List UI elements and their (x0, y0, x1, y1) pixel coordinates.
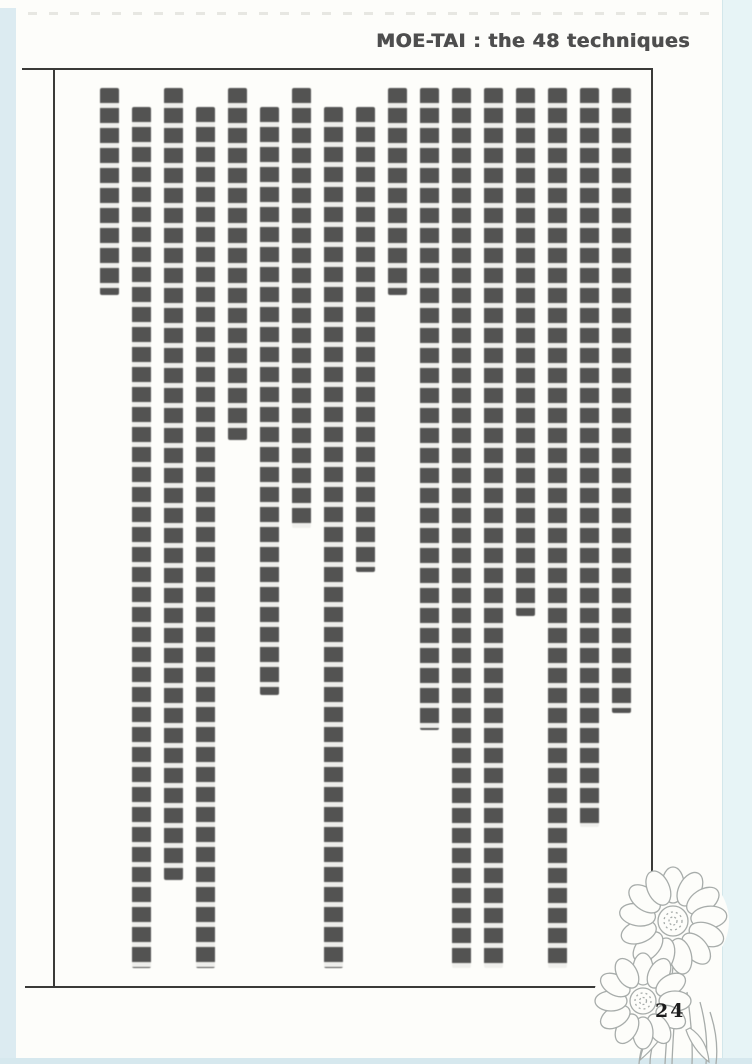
text-column-redacted (484, 88, 503, 968)
text-column-redacted (356, 107, 375, 572)
text-column-redacted (196, 107, 215, 968)
text-column-redacted (612, 88, 631, 713)
text-column-redacted (324, 107, 343, 968)
text-columns (87, 88, 631, 968)
text-column-redacted (164, 88, 183, 880)
scan-edge-left (0, 8, 16, 1064)
text-column-redacted (260, 107, 279, 695)
text-frame-left-border (53, 68, 55, 988)
text-column-redacted (132, 107, 151, 968)
text-frame-bottom-border (25, 986, 653, 988)
text-column-redacted (228, 88, 247, 440)
text-column-redacted (388, 88, 407, 295)
page-header-title: MOE-TAI : the 48 techniques (375, 30, 690, 52)
text-column-redacted (100, 88, 119, 295)
text-frame-right-border (651, 68, 653, 988)
text-column-redacted (580, 88, 599, 827)
text-column-redacted (452, 88, 471, 968)
daisy-illustration (590, 852, 752, 1064)
text-column-redacted (292, 88, 311, 528)
header-rule (22, 68, 653, 70)
text-column-redacted (548, 88, 567, 968)
perforation-line (28, 12, 712, 15)
page-number: 24 (655, 1000, 686, 1022)
text-column-redacted (420, 88, 439, 730)
text-column-redacted (516, 88, 535, 616)
